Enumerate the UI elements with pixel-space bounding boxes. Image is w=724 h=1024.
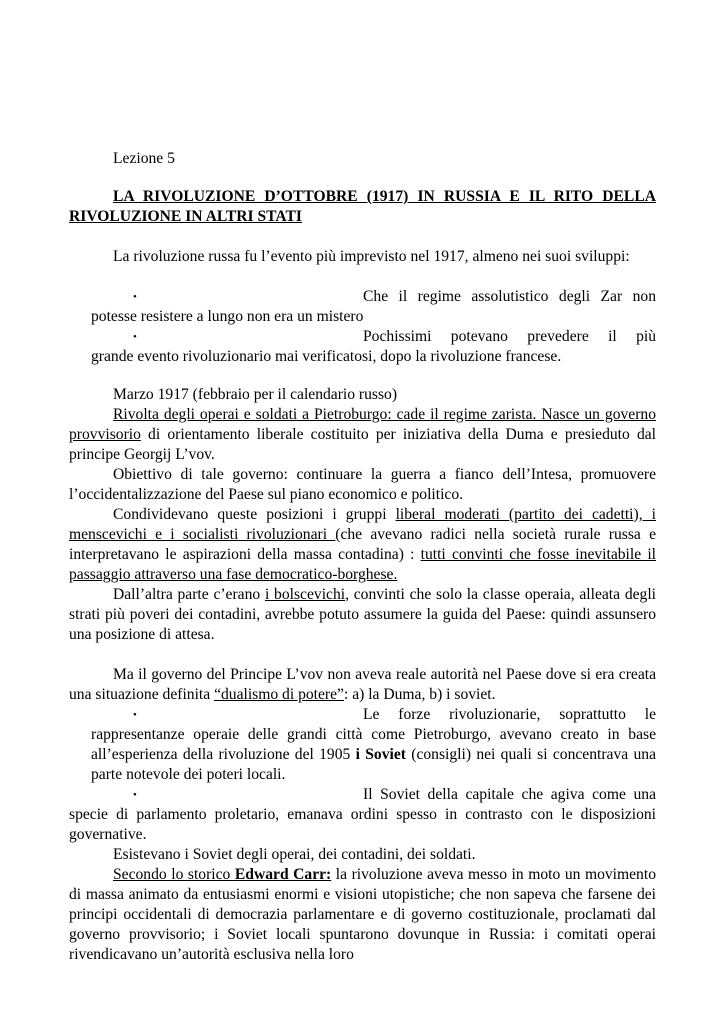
bullet-item-2 <box>91 327 656 367</box>
bullet-item-4 <box>69 785 656 845</box>
paragraph-groups <box>69 505 656 585</box>
paragraph-text: , convinti che solo la classe operaia, alleata degli strati più poveri dei contadini, avrebbe potuto assumere la guida del Paese: quindi assunsero una posizione di attesa. <box>69 586 656 644</box>
paragraph-text: Condividevano queste posizioni i gruppi <box>113 506 396 523</box>
bullet-dot-icon: • <box>133 331 137 343</box>
bullet-2-cont: grande evento rivoluzionario mai verificatosi, dopo la rivoluzione francese. <box>91 348 562 366</box>
paragraph-text: : a) la Duma, b) i soviet. <box>343 686 496 704</box>
paragraph-text: (consigli) nei quali si concentrava una parte notevole dei poteri locali. <box>91 746 656 784</box>
bullet-dot-icon: • <box>133 789 137 801</box>
paragraph-text: di orientamento liberale costituito per iniziativa della Duma e presieduto dal principe Georgij L’vov. <box>69 426 656 464</box>
bullet-dot-icon: • <box>133 291 137 303</box>
paragraph-text: rappresentanze operaie delle grandi città come Pietroburgo, avevano creato in base all’esperienza della rivoluzione del 1905 <box>91 726 656 764</box>
bullet-3-cont <box>91 725 656 785</box>
lesson-heading: Lezione 5 <box>113 150 175 167</box>
bold-text: i Soviet <box>355 746 406 764</box>
bold-underlined-text: Edward Carr: <box>234 866 332 883</box>
paragraph-text: la rivoluzione aveva messo in moto un movimento di massa animato da entusiasmi enormi e visioni utopistiche; che non sapeva che farsene dei principi occidentali di democrazia parlamentare e di governo costituzionale, proclamati dal governo provvisorio; i Soviet locali spuntarono dovunque in Russia: i comitati operai rivendicavano un’autorità esclusiva nella loro <box>69 866 656 964</box>
document-title: LA RIVOLUZIONE D’OTTOBRE (1917) IN RUSSIA E IL RITO DELLA RIVOLUZIONE IN ALTRI STATI <box>69 188 656 226</box>
paragraph-carr <box>69 865 656 965</box>
bullet-item-1 <box>91 287 656 327</box>
bullet-2-line: Pochissimi potevano prevedere il più <box>363 328 656 345</box>
underlined-text: liberal moderati (partito dei cadetti), i menscevichi e i socialisti rivoluzionari <box>69 506 656 544</box>
bullet-item-3 <box>91 705 656 785</box>
paragraph-text: Dall’altra parte c’erano <box>113 586 265 603</box>
date-line: Marzo 1917 (febbraio per il calendario russo) <box>113 386 398 403</box>
paragraph-objective: Obiettivo di tale governo: continuare la guerra a fianco dell’Intesa, promuovere l’occidentalizzazione del Paese sul piano economico e politico. <box>69 466 656 504</box>
underlined-text: Rivolta degli operai e soldati a Pietroburgo: cade il regime zarista. Nasce un governo provvisorio <box>69 406 656 444</box>
paragraph-text: (che avevano radici nella società rurale russa e interpretavano le aspirazioni della massa contadina) : <box>69 526 656 564</box>
bullet-4-line: Il Soviet della capitale che agiva come una <box>363 786 656 803</box>
bullet-3-line: Le forze rivoluzionarie, soprattutto le <box>363 706 656 723</box>
paragraph-soviets: Esistevano i Soviet degli operai, dei contadini, dei soldati. <box>113 846 476 863</box>
bullet-1-line: Che il regime assolutistico degli Zar non <box>363 288 656 305</box>
underlined-text: “dualismo di potere” <box>214 686 344 704</box>
intro-paragraph: La rivoluzione russa fu l’evento più imprevisto nel 1917, almeno nei suoi sviluppi: <box>113 248 630 265</box>
paragraph-bolsheviks <box>69 585 656 645</box>
paragraph-revolt <box>69 405 656 465</box>
bullet-1-cont: potesse resistere a lungo non era un mistero <box>91 308 364 326</box>
paragraph-dualism <box>69 665 656 705</box>
bullet-4-cont: specie di parlamento proletario, emanava ordini spesso in contrasto con le disposizioni governative. <box>69 806 656 844</box>
underlined-text: Secondo lo storico <box>113 866 235 883</box>
underlined-text: i bolscevichi <box>264 586 346 603</box>
underlined-text: tutti convinti che fosse inevitabile il passaggio attraverso una fase democratico-borghese. <box>69 546 656 584</box>
bullet-dot-icon: • <box>133 709 137 721</box>
paragraph-text: Ma il governo del Principe L’vov non aveva reale autorità nel Paese dove si era creata una situazione definita <box>69 666 656 704</box>
